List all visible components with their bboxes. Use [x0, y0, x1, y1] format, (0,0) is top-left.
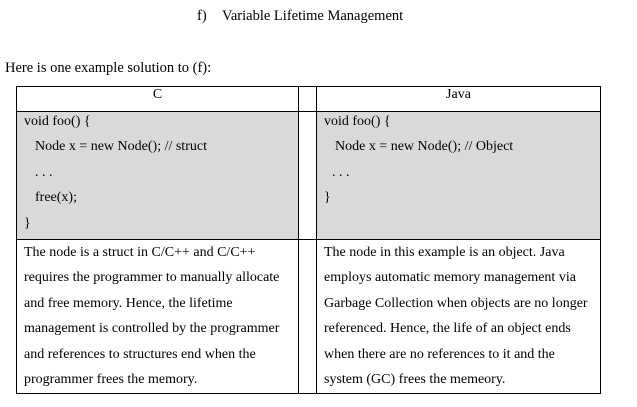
code-line: } [324, 190, 331, 206]
heading-number: f) [197, 8, 207, 24]
intro-text: Here is one example solution to (f): [5, 60, 212, 76]
header-c: C [17, 87, 299, 112]
c-code-cell [17, 112, 299, 240]
code-line: void foo() { [324, 114, 391, 129]
code-spacer [299, 112, 317, 240]
java-description [317, 239, 601, 393]
c-description [17, 239, 299, 393]
code-line: . . . [332, 164, 350, 180]
code-row [17, 112, 601, 240]
header-java: Java [317, 87, 601, 112]
code-line: void foo() { [24, 114, 91, 129]
java-code-cell [317, 112, 601, 240]
header-spacer [299, 87, 317, 112]
table-header-row [17, 87, 601, 112]
code-line: free(x); [35, 190, 77, 206]
solution-table [16, 86, 601, 394]
description-spacer [299, 239, 317, 393]
code-line: Node x = new Node(); // struct [35, 139, 207, 155]
section-heading [197, 8, 403, 25]
heading-title: Variable Lifetime Management [222, 8, 404, 24]
description-row [17, 239, 601, 393]
java-description-text: The node in this example is an object. Java employs automatic memory management via Garbage Collection when objects are no longer referenced. Hence, the life of an object ends when there are no references to it and the system (GC) frees the memeory. [324, 244, 588, 387]
code-line: . . . [35, 164, 53, 180]
code-line: Node x = new Node(); // Object [335, 139, 514, 155]
c-description-text: The node is a struct in C/C++ and C/C++ requires the programmer to manually allocate and free memory. Hence, the lifetime management is controlled by the programmer and references to structures end when the programmer frees the memory. [24, 244, 280, 387]
code-line: } [24, 215, 31, 231]
